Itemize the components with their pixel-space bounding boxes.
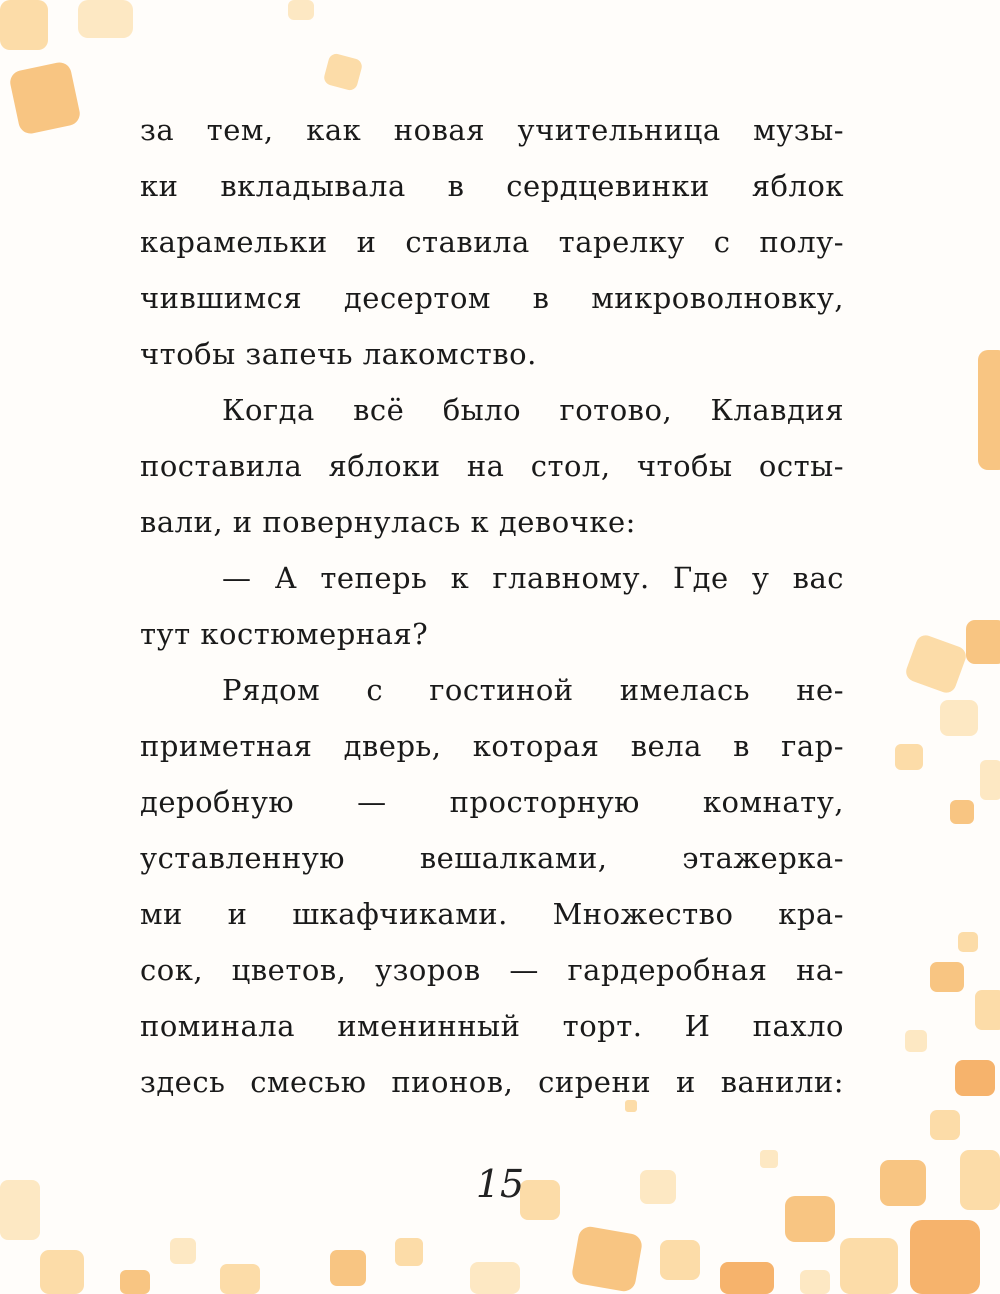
text-line: Рядом с гостиной имелась не- bbox=[222, 673, 844, 707]
text-line: тут костюмерная? bbox=[140, 617, 429, 651]
text-line: приметная дверь, которая вела в гар- bbox=[140, 729, 844, 763]
text-line: карамельки и ставила тарелку с полу- bbox=[140, 225, 844, 259]
page-number: 15 bbox=[475, 1162, 525, 1206]
text-line: вали, и повернулась к девочке: bbox=[140, 505, 636, 539]
text-line: поставила яблоки на стол, чтобы осты- bbox=[140, 449, 844, 483]
text-line: Когда всё было готово, Клавдия bbox=[222, 393, 844, 427]
text-line: деробную — просторную комнату, bbox=[140, 785, 844, 819]
text-line: уставленную вешалками, этажерка- bbox=[140, 841, 844, 875]
text-line: сок, цветов, узоров — гардеробная на- bbox=[140, 953, 844, 987]
text-line: за тем, как новая учительница музы- bbox=[140, 113, 844, 147]
text-line: — А теперь к главному. Где у вас bbox=[222, 561, 844, 595]
text-line: чившимся десертом в микроволновку, bbox=[140, 281, 844, 315]
body-text bbox=[140, 102, 844, 1110]
text-line: чтобы запечь лакомство. bbox=[140, 337, 537, 371]
text-line: здесь смесью пионов, сирени и ванили: bbox=[140, 1065, 844, 1099]
text-line: поминала именинный торт. И пахло bbox=[140, 1009, 844, 1043]
text-line: ки вкладывала в сердцевинки яблок bbox=[140, 169, 844, 203]
text-line: ми и шкафчиками. Множество кра- bbox=[140, 897, 844, 931]
